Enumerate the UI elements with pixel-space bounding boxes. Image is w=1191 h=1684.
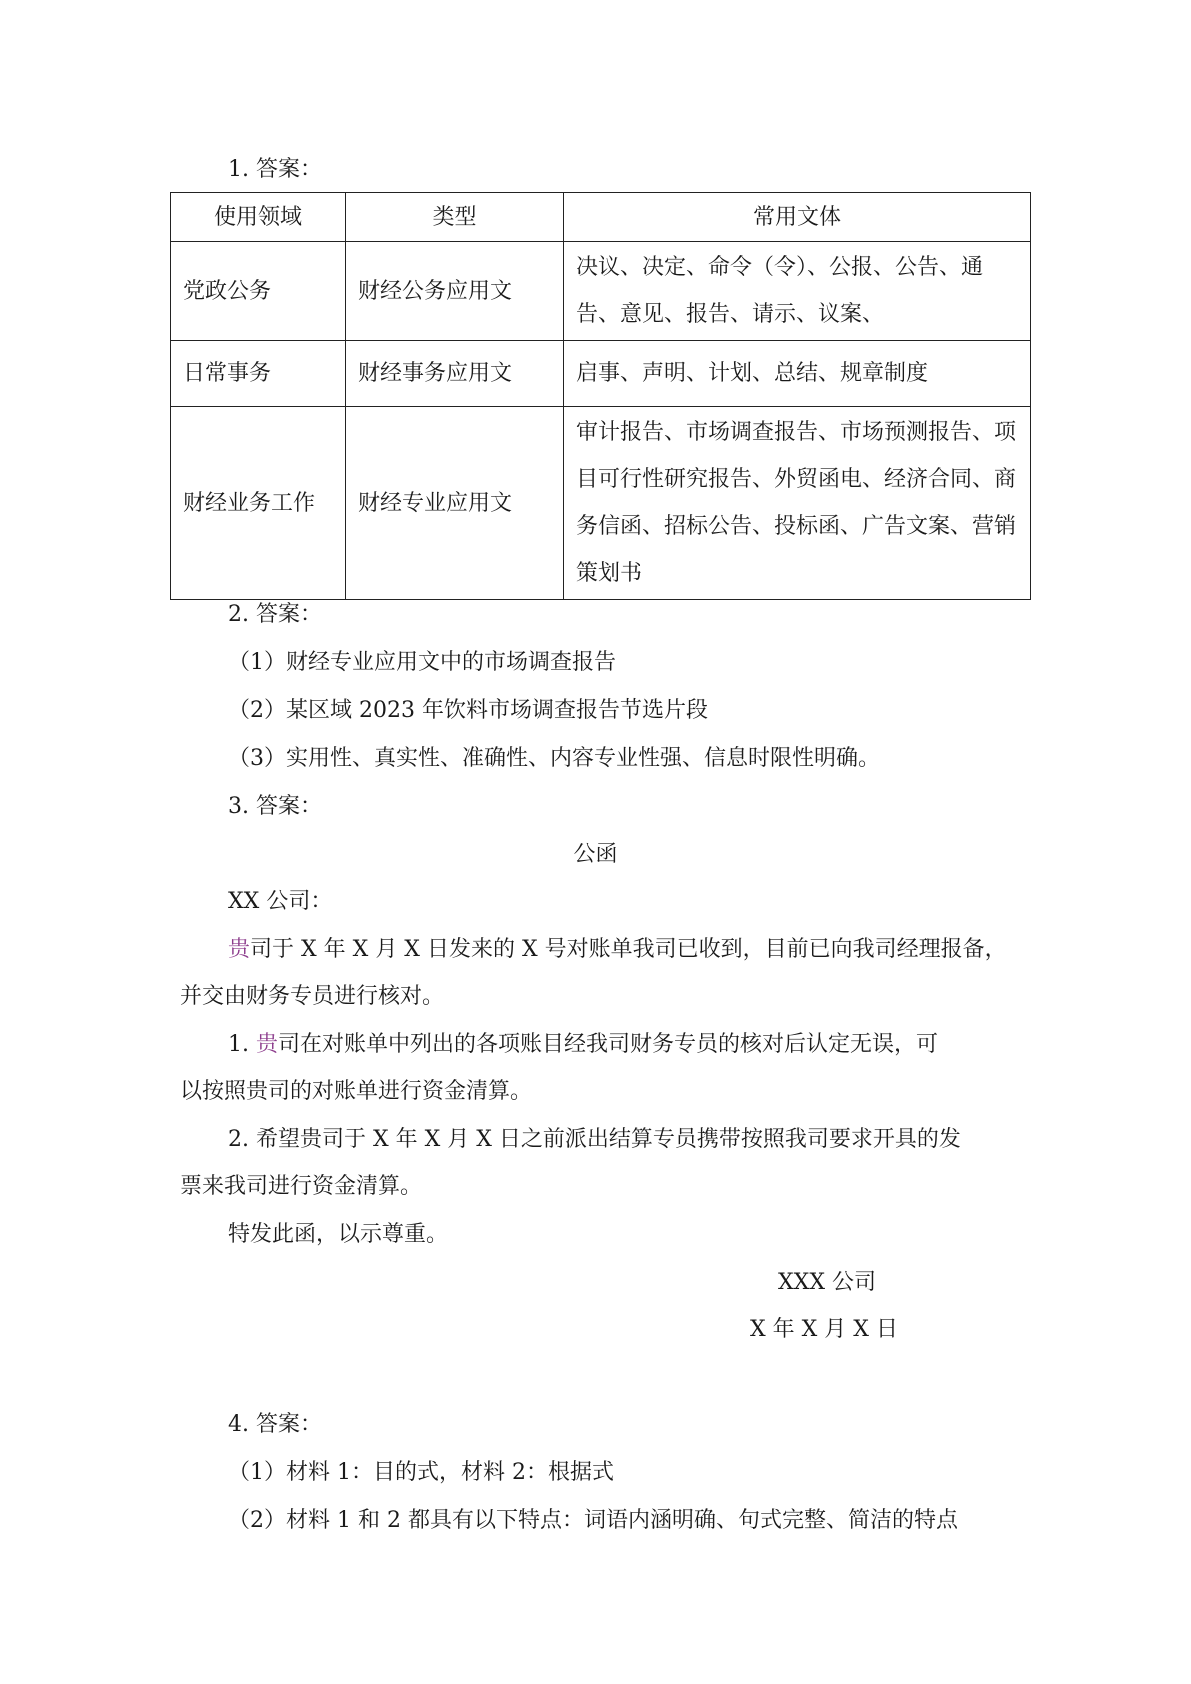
letter-paragraph-cont: 并交由财务专员进行核对。 xyxy=(180,984,445,1009)
letter-closing: 特发此函，以示尊重。 xyxy=(228,1222,449,1247)
table-row xyxy=(171,242,1031,341)
table-cell: 日常事务 xyxy=(171,341,346,407)
table-row xyxy=(171,407,1031,600)
letter-salutation: XX 公司： xyxy=(228,889,333,914)
letter-title: 公函 xyxy=(573,842,618,867)
table-cell: 财经专业应用文 xyxy=(346,407,564,600)
highlighted-char: 贵 xyxy=(255,1032,278,1057)
letter-sender: XXX 公司 xyxy=(778,1270,876,1295)
letter-paragraph xyxy=(228,1030,938,1060)
q4-heading: 4. 答案： xyxy=(228,1412,322,1437)
table-header-cell: 类型 xyxy=(346,193,564,242)
table-cell: 审计报告、市场调查报告、市场预测报告、项目可行性研究报告、外贸函电、经济合同、商务信函、招标公告、投标函、广告文案、营销策划书 xyxy=(564,407,1031,600)
q2-item: （1）财经专业应用文中的市场调查报告 xyxy=(228,650,616,675)
answer-table xyxy=(170,192,1031,600)
table-cell: 党政公务 xyxy=(171,242,346,341)
table-row xyxy=(171,341,1031,407)
q1-heading: 1. 答案： xyxy=(228,157,322,182)
table-header-cell: 常用文体 xyxy=(564,193,1031,242)
paragraph-text: 司于 X 年 X 月 X 日发来的 X 号对账单我司已收到，目前已向我司经理报备， xyxy=(250,937,1007,962)
table-cell: 财经业务工作 xyxy=(171,407,346,600)
table-cell: 财经事务应用文 xyxy=(346,341,564,407)
table-cell: 决议、决定、命令（令）、公报、公告、通告、意见、报告、请示、议案、 xyxy=(564,242,1031,341)
q3-heading: 3. 答案： xyxy=(228,794,322,819)
table-cell: 启事、声明、计划、总结、规章制度 xyxy=(564,341,1031,407)
table-cell: 财经公务应用文 xyxy=(346,242,564,341)
q4-item: （2）材料 1 和 2 都具有以下特点：词语内涵明确、句式完整、简洁的特点 xyxy=(228,1508,958,1533)
q2-heading: 2. 答案： xyxy=(228,602,322,627)
letter-paragraph-cont: 以按照贵司的对账单进行资金清算。 xyxy=(180,1079,533,1104)
highlighted-char: 贵 xyxy=(228,937,251,962)
table-header-cell: 使用领域 xyxy=(171,193,346,242)
letter-paragraph-cont: 票来我司进行资金清算。 xyxy=(180,1174,423,1199)
paragraph-number: 1. xyxy=(228,1032,256,1057)
q4-item: （1）材料 1：目的式，材料 2：根据式 xyxy=(228,1460,614,1485)
letter-paragraph xyxy=(228,935,1007,965)
table-header-row xyxy=(171,193,1031,242)
letter-paragraph: 2. 希望贵司于 X 年 X 月 X 日之前派出结算专员携带按照我司要求开具的发 xyxy=(228,1127,961,1152)
q2-item: （2）某区域 2023 年饮料市场调查报告节选片段 xyxy=(228,698,708,723)
paragraph-text: 司在对账单中列出的各项账目经我司财务专员的核对后认定无误，可 xyxy=(278,1032,939,1057)
q2-item: （3）实用性、真实性、准确性、内容专业性强、信息时限性明确。 xyxy=(228,746,880,771)
letter-date: X 年 X 月 X 日 xyxy=(750,1317,898,1342)
